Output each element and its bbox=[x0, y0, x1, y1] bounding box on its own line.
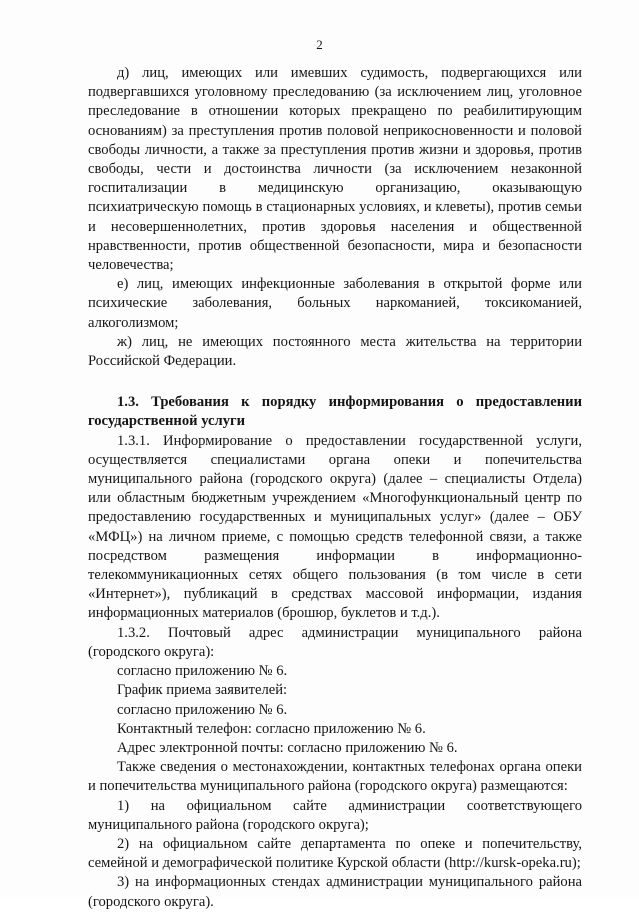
paragraph-zh: ж) лиц, не имеющих постоянного места жительства на территории Российской Федерации. bbox=[88, 333, 582, 370]
section-heading: 1.3. Требования к порядку информирования о предоставлении государственной услуги bbox=[88, 394, 582, 430]
paragraph-1-3-1: 1.3.1. Информирование о предоставлении государственной услуги, осуществляется специалистами органа опеки и попечительства муниципального района (городского округа) (далее – специалисты Отдела) или областным бюджетным учреждением «Многофункциональный центр по предоставлению государственных и муниципальных услуг» (далее – ОБУ «МФЦ») на личном приеме, с помощью средств телефонной связи, а также посредством размещения информации в информационно-телекоммуникационных сетях общего пользования (в том числе в сети «Интернет»), публикаций в средствах массовой информации, издания информационных материалов (брошюр, буклетов и т.д.). bbox=[88, 432, 582, 622]
schedule-label: График приема заявителей: bbox=[117, 682, 288, 699]
phone-line: Контактный телефон: согласно приложению № 6. bbox=[117, 720, 426, 737]
paragraph-e: е) лиц, имеющих инфекционные заболевания в открытой форме или психические заболевания, больных наркоманией, токсикоманией, алкоголизмом; bbox=[88, 276, 582, 331]
list-item-3: 3) на информационных стендах администрации муниципального района (городского округа). bbox=[88, 874, 582, 910]
schedule-value: согласно приложению № 6. bbox=[117, 701, 288, 718]
list-item-2: 2) на официальном сайте департамента по опеке и попечительству, семейной и демографической политике Курской области (http://kursk-opeka.ru); bbox=[88, 835, 582, 872]
page-number: 2 bbox=[316, 37, 323, 52]
postal-address-value: согласно приложению № 6. bbox=[117, 663, 288, 680]
paragraph-d: д) лиц, имеющих или имевших судимость, подвергающихся или подвергавшихся уголовному преследованию (за исключением лиц, уголовное преследование в отношении которых прекращено по реабилитирующим основаниям) за преступления против половой неприкосновенности и половой свободы личности, а также за преступления против жизни и здоровья, против свободы, чести и достоинства личности (за исключением незаконной госпитализации в медицинскую организацию, оказывающую психиатрическую помощь в стационарных условиях, и клеветы), против семьи и несовершеннолетних, против здоровья населения и общественной нравственности, против общественной безопасности, мира и безопасности человечества; bbox=[88, 65, 582, 274]
email-line: Адрес электронной почты: согласно приложению № 6. bbox=[117, 739, 458, 756]
list-item-1: 1) на официальном сайте администрации соответствующего муниципального района (городского округа); bbox=[88, 797, 582, 833]
paragraph-1-3-2: 1.3.2. Почтовый адрес администрации муниципального района (городского округа): bbox=[88, 624, 582, 660]
document-body bbox=[88, 64, 582, 912]
location-info-paragraph: Также сведения о местонахождении, контактных телефонах органа опеки и попечительства муниципального района (городского округа) размещаются: bbox=[88, 759, 582, 795]
